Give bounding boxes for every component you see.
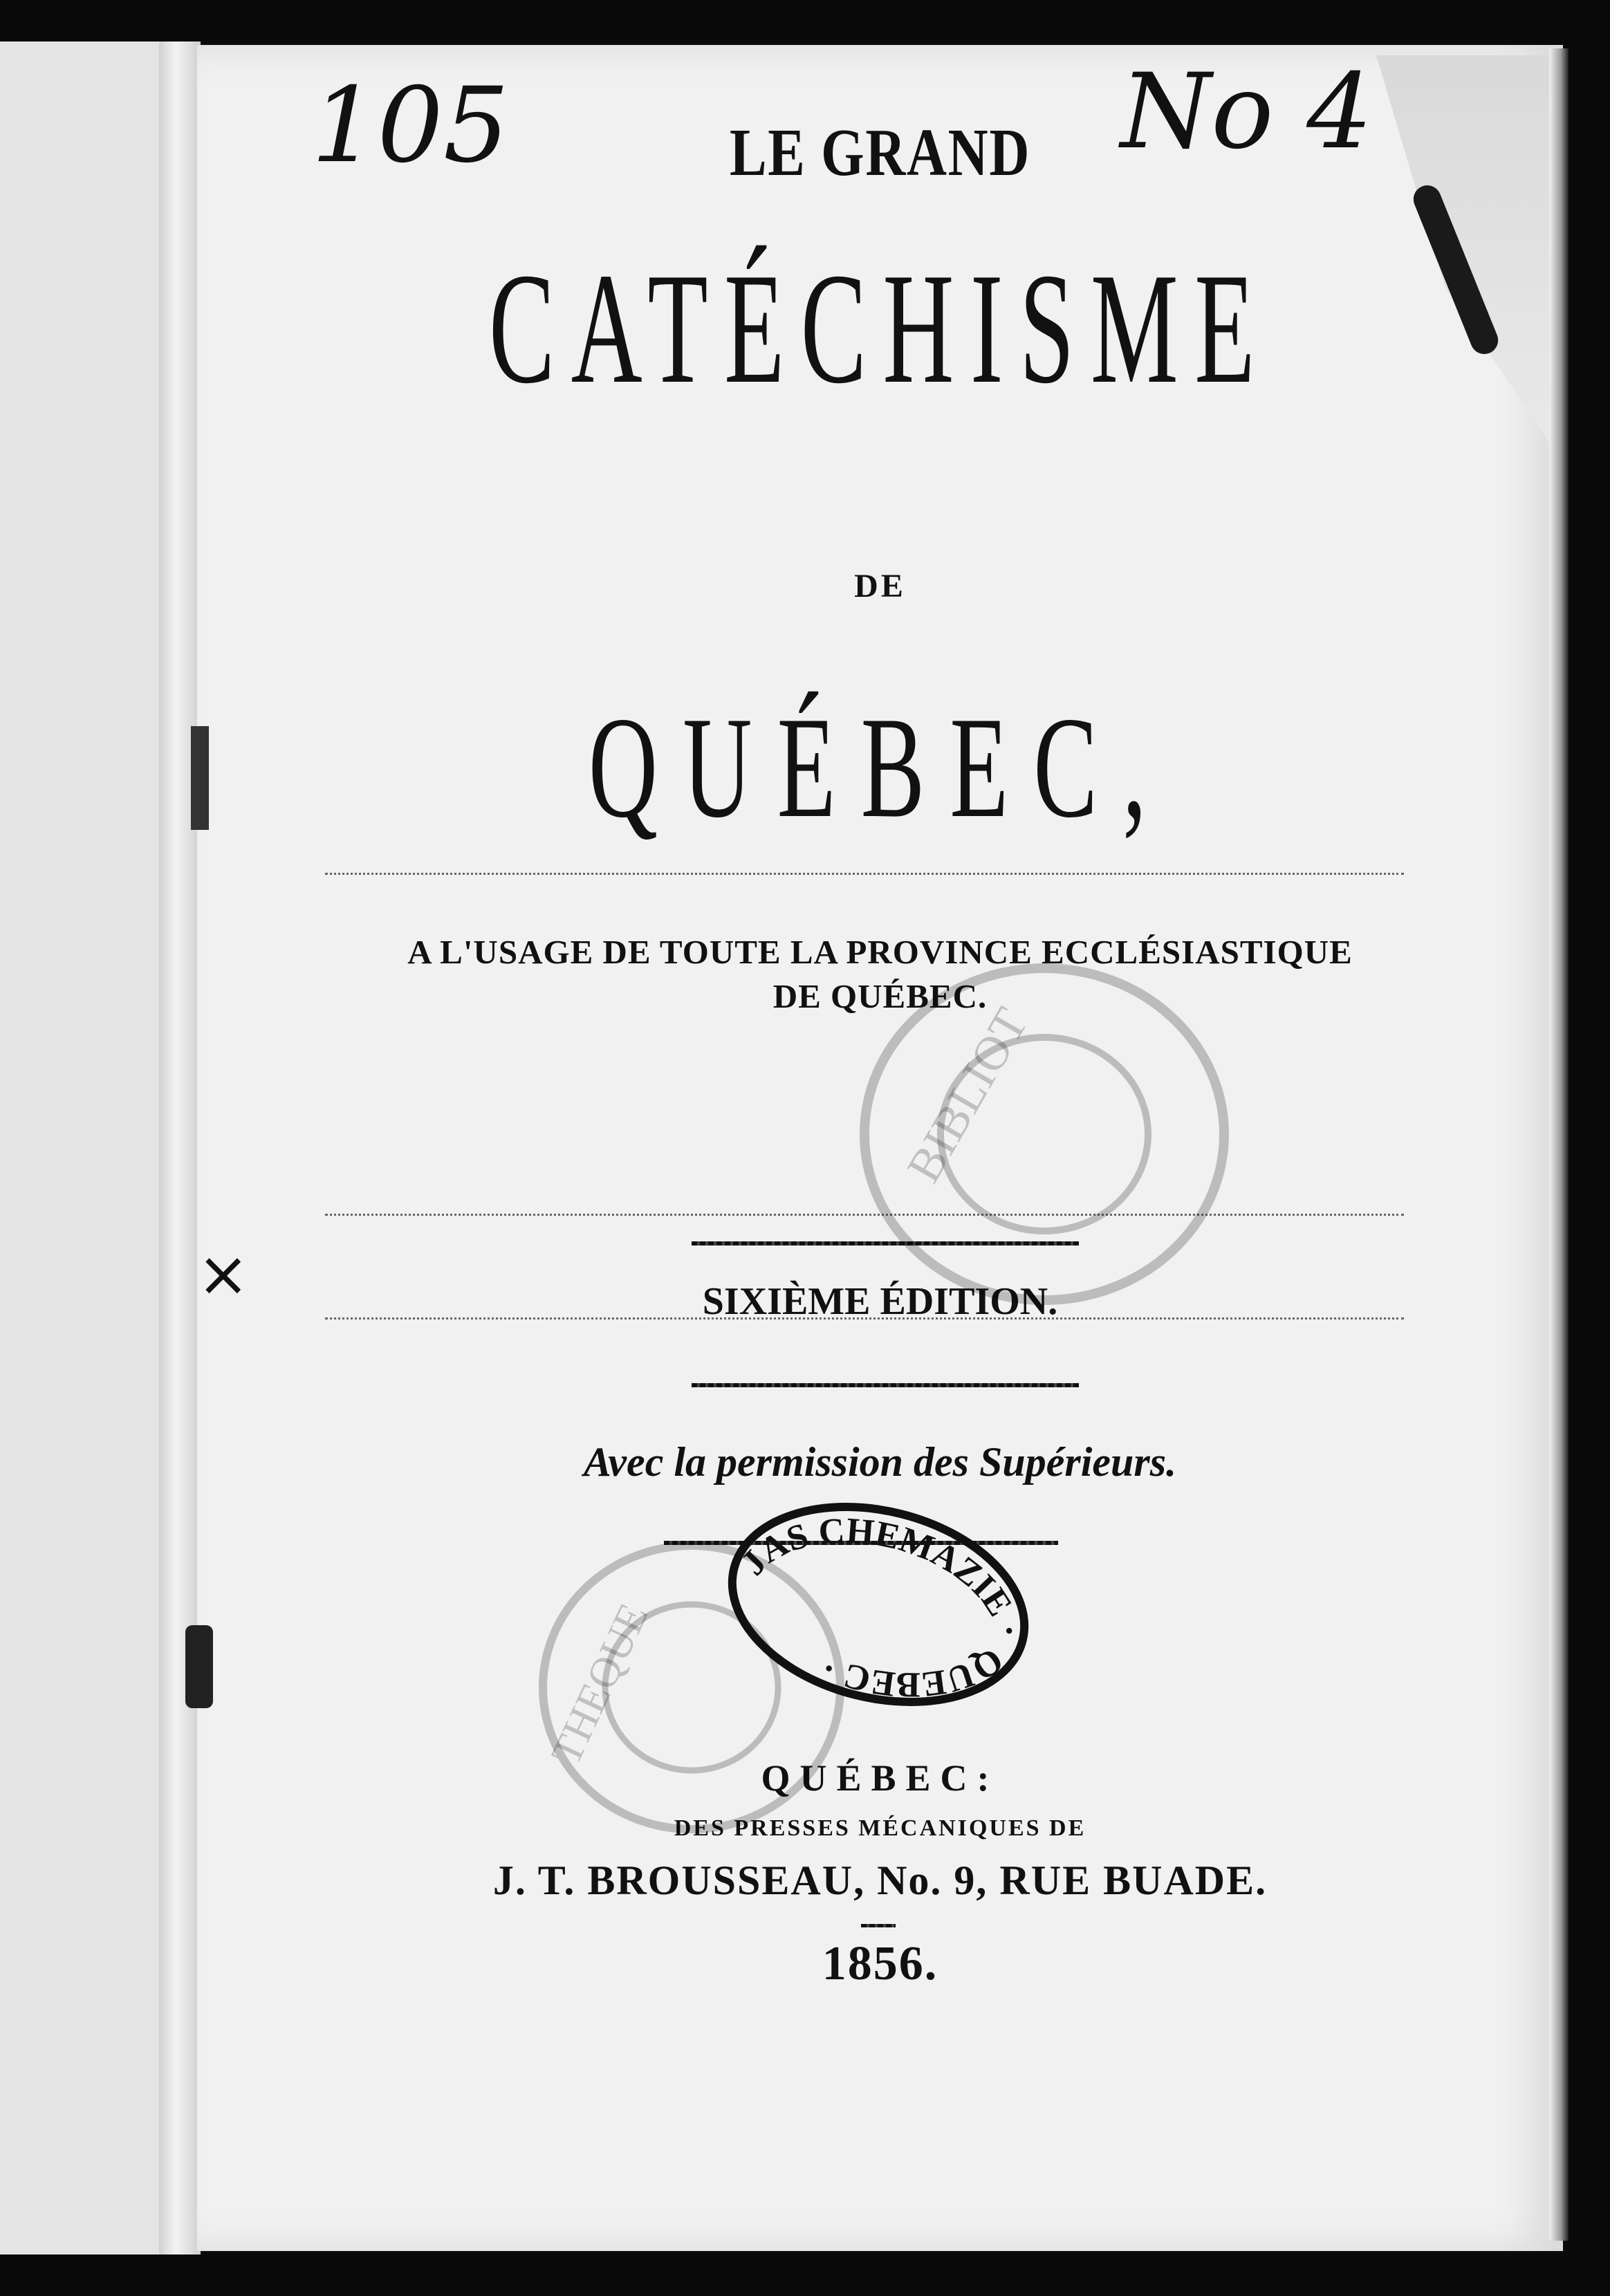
svg-text:JAS CHEMAZIE · QUEBEC ·: JAS CHEMAZIE · QUEBEC ·: [733, 1510, 1030, 1705]
short-rule: [861, 1924, 896, 1927]
ornamental-rule: [692, 1383, 1079, 1387]
title-line-le-grand: LE GRAND: [729, 115, 1031, 190]
edition-statement: SIXIÈME ÉDITION.: [702, 1280, 1058, 1323]
publication-year: 1856.: [822, 1937, 938, 1990]
svg-text:THEQUE: THEQUE: [542, 1596, 658, 1772]
binding-stitch-mark: ×: [197, 1238, 250, 1311]
svg-text:BIBLIOT: BIBLIOT: [897, 999, 1039, 1192]
binding-gutter: [159, 41, 201, 2255]
imprint-publisher-line: J. T. BROUSSEAU, No. 9, RUE BUADE.: [492, 1858, 1268, 1903]
subtitle-line-1: A L'USAGE DE TOUTE LA PROVINCE ECCLÉSIASTIQUE: [407, 933, 1353, 971]
bleed-through-rule: [325, 873, 1404, 875]
subtitle-line-2: DE QUÉBEC.: [772, 977, 988, 1015]
handwritten-number-left: 105: [311, 66, 510, 186]
binding-stitch-mark: [185, 1625, 213, 1708]
binding-stitch-mark: [191, 726, 209, 830]
handwritten-number-right: No 4: [1120, 52, 1373, 172]
title-line-quebec: QUÉBEC,: [588, 687, 1172, 848]
imprint-city: QUÉBEC:: [761, 1757, 999, 1799]
imprint-printer-line: DES PRESSES MÉCANIQUES DE: [674, 1815, 1086, 1841]
title-line-catechisme: CATÉCHISME: [489, 240, 1271, 416]
permission-statement: Avec la permission des Supérieurs.: [583, 1439, 1177, 1485]
page-edge-shadow: [1549, 48, 1569, 2241]
title-line-de: DE: [854, 568, 906, 604]
